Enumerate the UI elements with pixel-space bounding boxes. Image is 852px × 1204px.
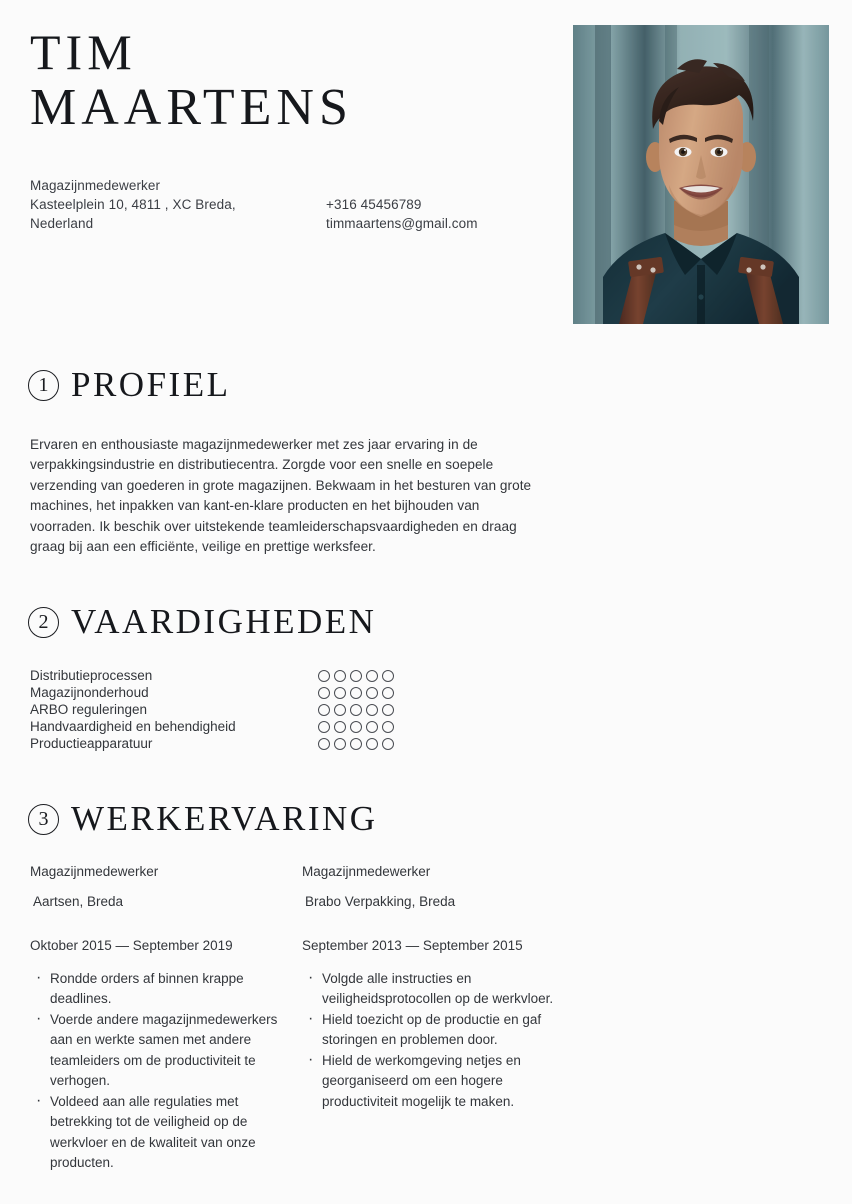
rating-dot-icon[interactable] (366, 721, 378, 733)
contact-left-column (30, 176, 326, 233)
experience-company: Brabo Verpakking, Breda (305, 894, 456, 909)
skill-row (30, 684, 450, 701)
rating-dot-icon[interactable] (382, 704, 394, 716)
profile-body-text: Ervaren en enthousiaste magazijnmedewerker met zes jaar ervaring in de verpakkingsindustrie en distributiecentra. Zorgde voor een snelle en soepele verzending van goederen in grote magazijnen. Bekwaam in het besturen van grote machines, het inpakken van kant-en-klare producten en het bijhouden van voorraden. Ik beschik over uitstekende teamleiderschapsvaardigheden en draag graag bij aan een efficiënte, veilige en prettige werksfeer. (30, 437, 532, 555)
experience-bullet-list (302, 969, 582, 1113)
section-heading-skills (28, 603, 376, 641)
skill-label: Distributieprocessen (30, 668, 153, 683)
rating-dot-icon[interactable] (366, 670, 378, 682)
experience-dates: Oktober 2015 — September 2019 (30, 938, 233, 953)
rating-dot-icon[interactable] (334, 670, 346, 682)
skill-rating[interactable] (318, 670, 394, 682)
skill-rating[interactable] (318, 738, 394, 750)
section-title-skills: VAARDIGHEDEN (71, 602, 377, 641)
section-number-icon: 3 (28, 804, 59, 835)
rating-dot-icon[interactable] (334, 738, 346, 750)
skills-list (30, 667, 450, 752)
experience-entry (302, 862, 590, 1174)
skill-row (30, 667, 450, 684)
last-name: MAARTENS (30, 79, 353, 136)
rating-dot-icon[interactable] (318, 721, 330, 733)
experience-entry (30, 862, 302, 1174)
skill-label: Handvaardigheid en behendigheid (30, 719, 236, 734)
experience-bullet: · Rondde orders af binnen krappe deadlines. (30, 969, 294, 1010)
experience-bullet: · Voldeed aan alle regulaties met betrekking tot de veiligheid op de werkvloer en de kwaliteit van onze producten. (30, 1092, 294, 1174)
experience-list (30, 862, 590, 1174)
section-title-profile: PROFIEL (71, 365, 231, 404)
rating-dot-icon[interactable] (334, 721, 346, 733)
job-title: Magazijnmedewerker (30, 178, 161, 193)
portrait-photo (573, 25, 829, 324)
rating-dot-icon[interactable] (318, 687, 330, 699)
rating-dot-icon[interactable] (382, 738, 394, 750)
contact-block (30, 176, 560, 233)
rating-dot-icon[interactable] (350, 670, 362, 682)
rating-dot-icon[interactable] (382, 687, 394, 699)
skill-rating[interactable] (318, 687, 394, 699)
section-title-experience: WERKERVARING (71, 799, 378, 838)
section-number-icon: 2 (28, 607, 59, 638)
rating-dot-icon[interactable] (382, 721, 394, 733)
address-line-1: Kasteelplein 10, 4811 , XC Breda, (30, 197, 236, 212)
experience-bullet: · Hield toezicht op de productie en gaf storingen en problemen door. (302, 1010, 582, 1051)
experience-bullet: · Voerde andere magazijnmedewerkers aan en werkte samen met andere teamleiders om de productiviteit te verhogen. (30, 1010, 294, 1092)
rating-dot-icon[interactable] (382, 670, 394, 682)
skill-row (30, 718, 450, 735)
resume-header (30, 24, 550, 136)
rating-dot-icon[interactable] (350, 738, 362, 750)
experience-bullet: · Volgde alle instructies en veiligheidsprotocollen op de werkvloer. (302, 969, 582, 1010)
skill-row (30, 735, 450, 752)
section-number-icon: 1 (28, 370, 59, 401)
skill-label: ARBO reguleringen (30, 702, 148, 717)
portrait-illustration (573, 25, 829, 324)
rating-dot-icon[interactable] (334, 704, 346, 716)
phone-number: +316 45456789 (326, 197, 422, 212)
skill-rating[interactable] (318, 704, 394, 716)
rating-dot-icon[interactable] (318, 738, 330, 750)
rating-dot-icon[interactable] (366, 738, 378, 750)
rating-dot-icon[interactable] (350, 721, 362, 733)
rating-dot-icon[interactable] (366, 687, 378, 699)
experience-company: Aartsen, Breda (33, 894, 124, 909)
rating-dot-icon[interactable] (350, 704, 362, 716)
rating-dot-icon[interactable] (318, 670, 330, 682)
contact-right-column (326, 176, 556, 233)
skill-label: Magazijnonderhoud (30, 685, 149, 700)
experience-bullet-list (30, 969, 294, 1174)
section-heading-profile (28, 366, 230, 404)
experience-role: Magazijnmedewerker (30, 864, 159, 879)
email-address: timmaartens@gmail.com (326, 216, 478, 231)
rating-dot-icon[interactable] (318, 704, 330, 716)
first-name: TIM (30, 24, 137, 80)
section-heading-experience (28, 800, 378, 838)
rating-dot-icon[interactable] (334, 687, 346, 699)
skill-row (30, 701, 450, 718)
skill-label: Productieapparatuur (30, 736, 153, 751)
experience-dates: September 2013 — September 2015 (302, 938, 523, 953)
rating-dot-icon[interactable] (350, 687, 362, 699)
address-line-2: Nederland (30, 216, 94, 231)
experience-bullet: · Hield de werkomgeving netjes en georganiseerd om een hogere productiviteit mogelijk te maken. (302, 1051, 582, 1113)
rating-dot-icon[interactable] (366, 704, 378, 716)
experience-role: Magazijnmedewerker (302, 864, 431, 879)
skill-rating[interactable] (318, 721, 394, 733)
